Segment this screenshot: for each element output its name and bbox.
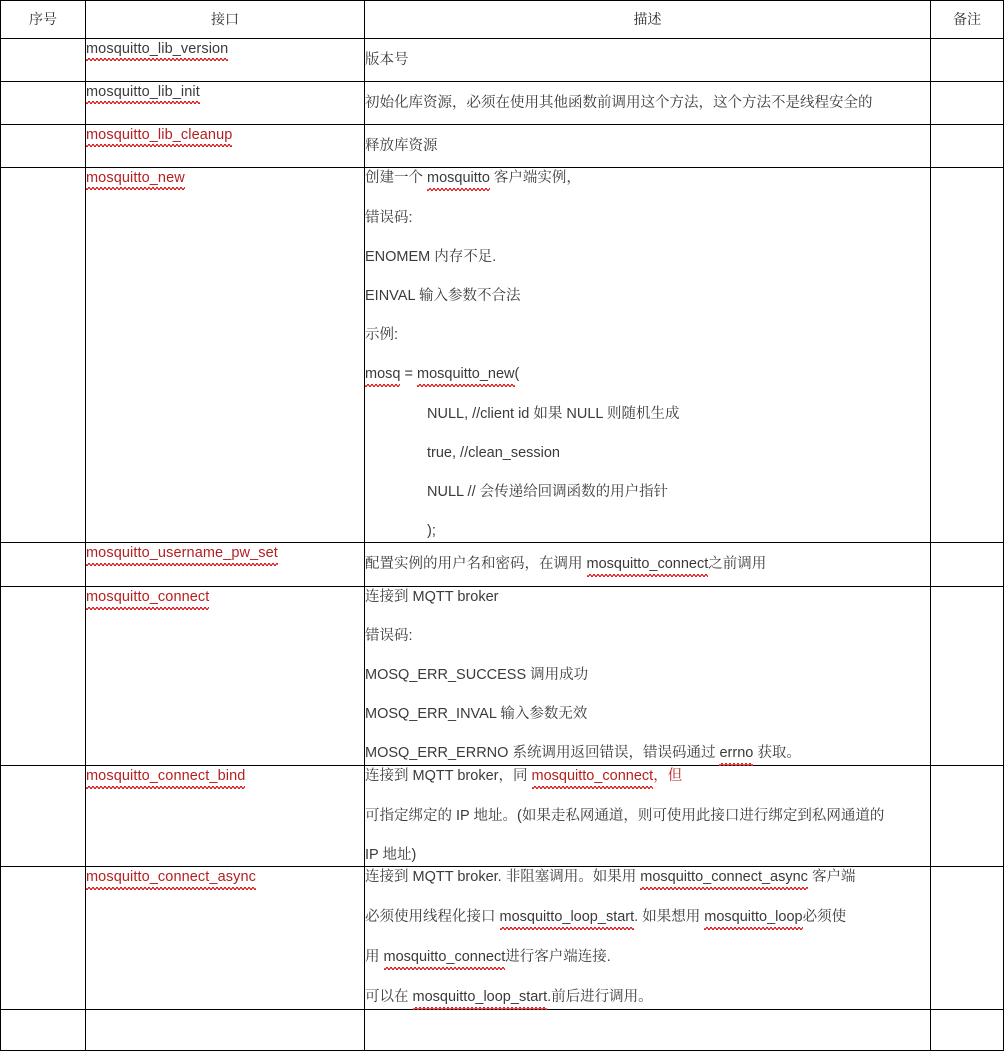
description-text: 创建一个 xyxy=(365,170,428,187)
description-line xyxy=(365,443,930,464)
spellchecked-term: mosquitto xyxy=(427,168,490,190)
cell-note xyxy=(931,168,1004,543)
cell-note xyxy=(931,82,1004,125)
column-header-seq: 序号 xyxy=(1,1,86,39)
cell-sequence xyxy=(1,766,86,867)
description-text: MOSQ_ERR_INVAL 输入参数无效 xyxy=(365,706,588,723)
cell-api-name xyxy=(86,543,365,587)
description-line xyxy=(365,743,930,765)
cell-api-name xyxy=(86,125,365,168)
description-line xyxy=(365,587,930,608)
table-row xyxy=(1,168,1004,543)
description-line xyxy=(365,907,930,929)
description-line xyxy=(365,50,930,71)
description-text: 可指定绑定的 IP 地址。(如果走私网通道，则可使用此接口进行绑定到私网通道的 xyxy=(365,808,885,825)
description-text: .前后进行调用。 xyxy=(547,989,653,1006)
description-text: 必须使用线程化接口 xyxy=(365,909,500,926)
description-line xyxy=(365,364,930,386)
description-text: 错误码: xyxy=(365,210,413,227)
table-header xyxy=(1,1,1004,39)
description-line xyxy=(365,325,930,346)
table-row xyxy=(1,39,1004,82)
description-line xyxy=(365,806,930,827)
column-header-api: 接口 xyxy=(86,1,365,39)
cell-api-name xyxy=(86,766,365,867)
description-line xyxy=(365,521,930,542)
cell-description xyxy=(365,1010,931,1051)
spellchecked-term: mosquitto_connect xyxy=(384,947,506,969)
description-text: 版本号 xyxy=(365,52,409,68)
cell-api-name xyxy=(86,587,365,766)
description-text: 可以在 xyxy=(365,989,413,1006)
description-text: 错误码: xyxy=(365,628,413,645)
cell-api-name xyxy=(86,39,365,82)
api-identifier: mosquitto_lib_version xyxy=(86,39,228,60)
description-line xyxy=(365,247,930,268)
cell-sequence xyxy=(1,543,86,587)
description-text: 之前调用 xyxy=(708,556,767,573)
cell-sequence xyxy=(1,1010,86,1051)
spellchecked-term: mosquitto_connect_async xyxy=(640,867,808,889)
description-text: 配置实例的用户名和密码，在调用 xyxy=(365,556,587,573)
table-body xyxy=(1,39,1004,1051)
column-header-note: 备注 xyxy=(931,1,1004,39)
description-text: ( xyxy=(514,366,520,383)
cell-note xyxy=(931,587,1004,766)
table-row xyxy=(1,82,1004,125)
cell-api-name xyxy=(86,1010,365,1051)
spellchecked-term: mosquitto_loop_start xyxy=(413,987,548,1009)
spellchecked-term: mosquitto_loop xyxy=(704,907,802,929)
api-identifier: mosquitto_connect xyxy=(86,587,209,608)
cell-api-name xyxy=(86,867,365,1010)
description-line xyxy=(365,404,930,425)
cell-note xyxy=(931,125,1004,168)
description-text: ENOMEM 内存不足. xyxy=(365,249,497,266)
spellchecked-term: mosquitto_loop_start xyxy=(500,907,635,929)
description-text: 示例: xyxy=(365,327,399,344)
description-line xyxy=(365,286,930,307)
description-text: 初始化库资源，必须在使用其他函数前调用这个方法，这个方法不是线程安全的 xyxy=(365,95,873,112)
description-text: 获取。 xyxy=(753,745,801,762)
api-identifier: mosquitto_lib_init xyxy=(86,82,200,103)
description-line xyxy=(365,168,930,190)
description-text: = xyxy=(400,366,417,383)
description-text: 释放库资源 xyxy=(365,138,438,155)
table-row xyxy=(1,543,1004,587)
cell-sequence xyxy=(1,125,86,168)
description-line xyxy=(365,947,930,969)
api-identifier: mosquitto_username_pw_set xyxy=(86,543,278,564)
api-identifier: mosquitto_lib_cleanup xyxy=(86,125,232,146)
cell-description xyxy=(365,125,931,168)
description-text: 客户端 xyxy=(807,869,856,886)
cell-note xyxy=(931,867,1004,1010)
description-line xyxy=(365,626,930,647)
api-identifier: mosquitto_connect_bind xyxy=(86,766,245,787)
cell-description xyxy=(365,587,931,766)
description-line xyxy=(365,704,930,725)
description-text: ，但 xyxy=(653,768,683,785)
description-line xyxy=(365,482,930,503)
spellchecked-term: mosquitto_new xyxy=(417,364,515,386)
description-line xyxy=(365,845,930,866)
spellchecked-term: errno xyxy=(719,743,753,765)
description-text: MOSQ_ERR_ERRNO 系统调用返回错误，错误码通过 xyxy=(365,745,720,762)
cell-note xyxy=(931,1010,1004,1051)
description-text: IP 地址) xyxy=(365,847,417,864)
description-text: 客户端实例， xyxy=(489,170,581,187)
cell-sequence xyxy=(1,587,86,766)
description-text: 进行客户端连接. xyxy=(505,949,611,966)
table-row xyxy=(1,125,1004,168)
description-line xyxy=(365,93,930,114)
description-text: NULL // 会传递给回调函数的用户指针 xyxy=(427,484,669,501)
description-text: ); xyxy=(427,523,436,540)
cell-description xyxy=(365,168,931,543)
cell-description xyxy=(365,867,931,1010)
spellchecked-term: mosq xyxy=(365,364,400,386)
cell-note xyxy=(931,766,1004,867)
cell-note xyxy=(931,39,1004,82)
table-row-partial xyxy=(1,1010,1004,1051)
description-line xyxy=(365,136,930,157)
api-identifier: mosquitto_new xyxy=(86,168,185,189)
cell-description xyxy=(365,39,931,82)
cell-sequence xyxy=(1,39,86,82)
description-line xyxy=(365,665,930,686)
spellchecked-term: mosquitto_connect xyxy=(532,766,654,788)
header-row xyxy=(1,1,1004,39)
description-line xyxy=(365,867,930,889)
description-text: 用 xyxy=(365,949,384,966)
api-identifier: mosquitto_connect_async xyxy=(86,867,256,888)
table-row xyxy=(1,867,1004,1010)
cell-sequence xyxy=(1,82,86,125)
description-text: true, //clean_session xyxy=(427,445,560,462)
description-line xyxy=(365,208,930,229)
description-text: 连接到 MQTT broker，同 xyxy=(365,768,532,785)
table-row xyxy=(1,587,1004,766)
description-text: . 如果想用 xyxy=(634,909,705,926)
cell-sequence xyxy=(1,867,86,1010)
description-text: 必须使 xyxy=(802,909,847,926)
description-text: NULL, //client id 如果 NULL 则随机生成 xyxy=(427,406,680,423)
description-text: 连接到 MQTT broker xyxy=(365,589,499,606)
cell-note xyxy=(931,543,1004,587)
description-text: EINVAL 输入参数不合法 xyxy=(365,288,521,305)
cell-description xyxy=(365,766,931,867)
cell-api-name xyxy=(86,168,365,543)
table-row xyxy=(1,766,1004,867)
cell-description xyxy=(365,543,931,587)
description-line xyxy=(365,987,930,1009)
description-text: 连接到 MQTT broker. 非阻塞调用。如果用 xyxy=(365,869,641,886)
description-line xyxy=(365,554,930,576)
cell-api-name xyxy=(86,82,365,125)
cell-description xyxy=(365,82,931,125)
spellchecked-term: mosquitto_connect xyxy=(587,554,709,576)
description-line xyxy=(365,766,930,788)
column-header-desc: 描述 xyxy=(365,1,931,39)
cell-sequence xyxy=(1,168,86,543)
description-text: MOSQ_ERR_SUCCESS 调用成功 xyxy=(365,667,589,684)
